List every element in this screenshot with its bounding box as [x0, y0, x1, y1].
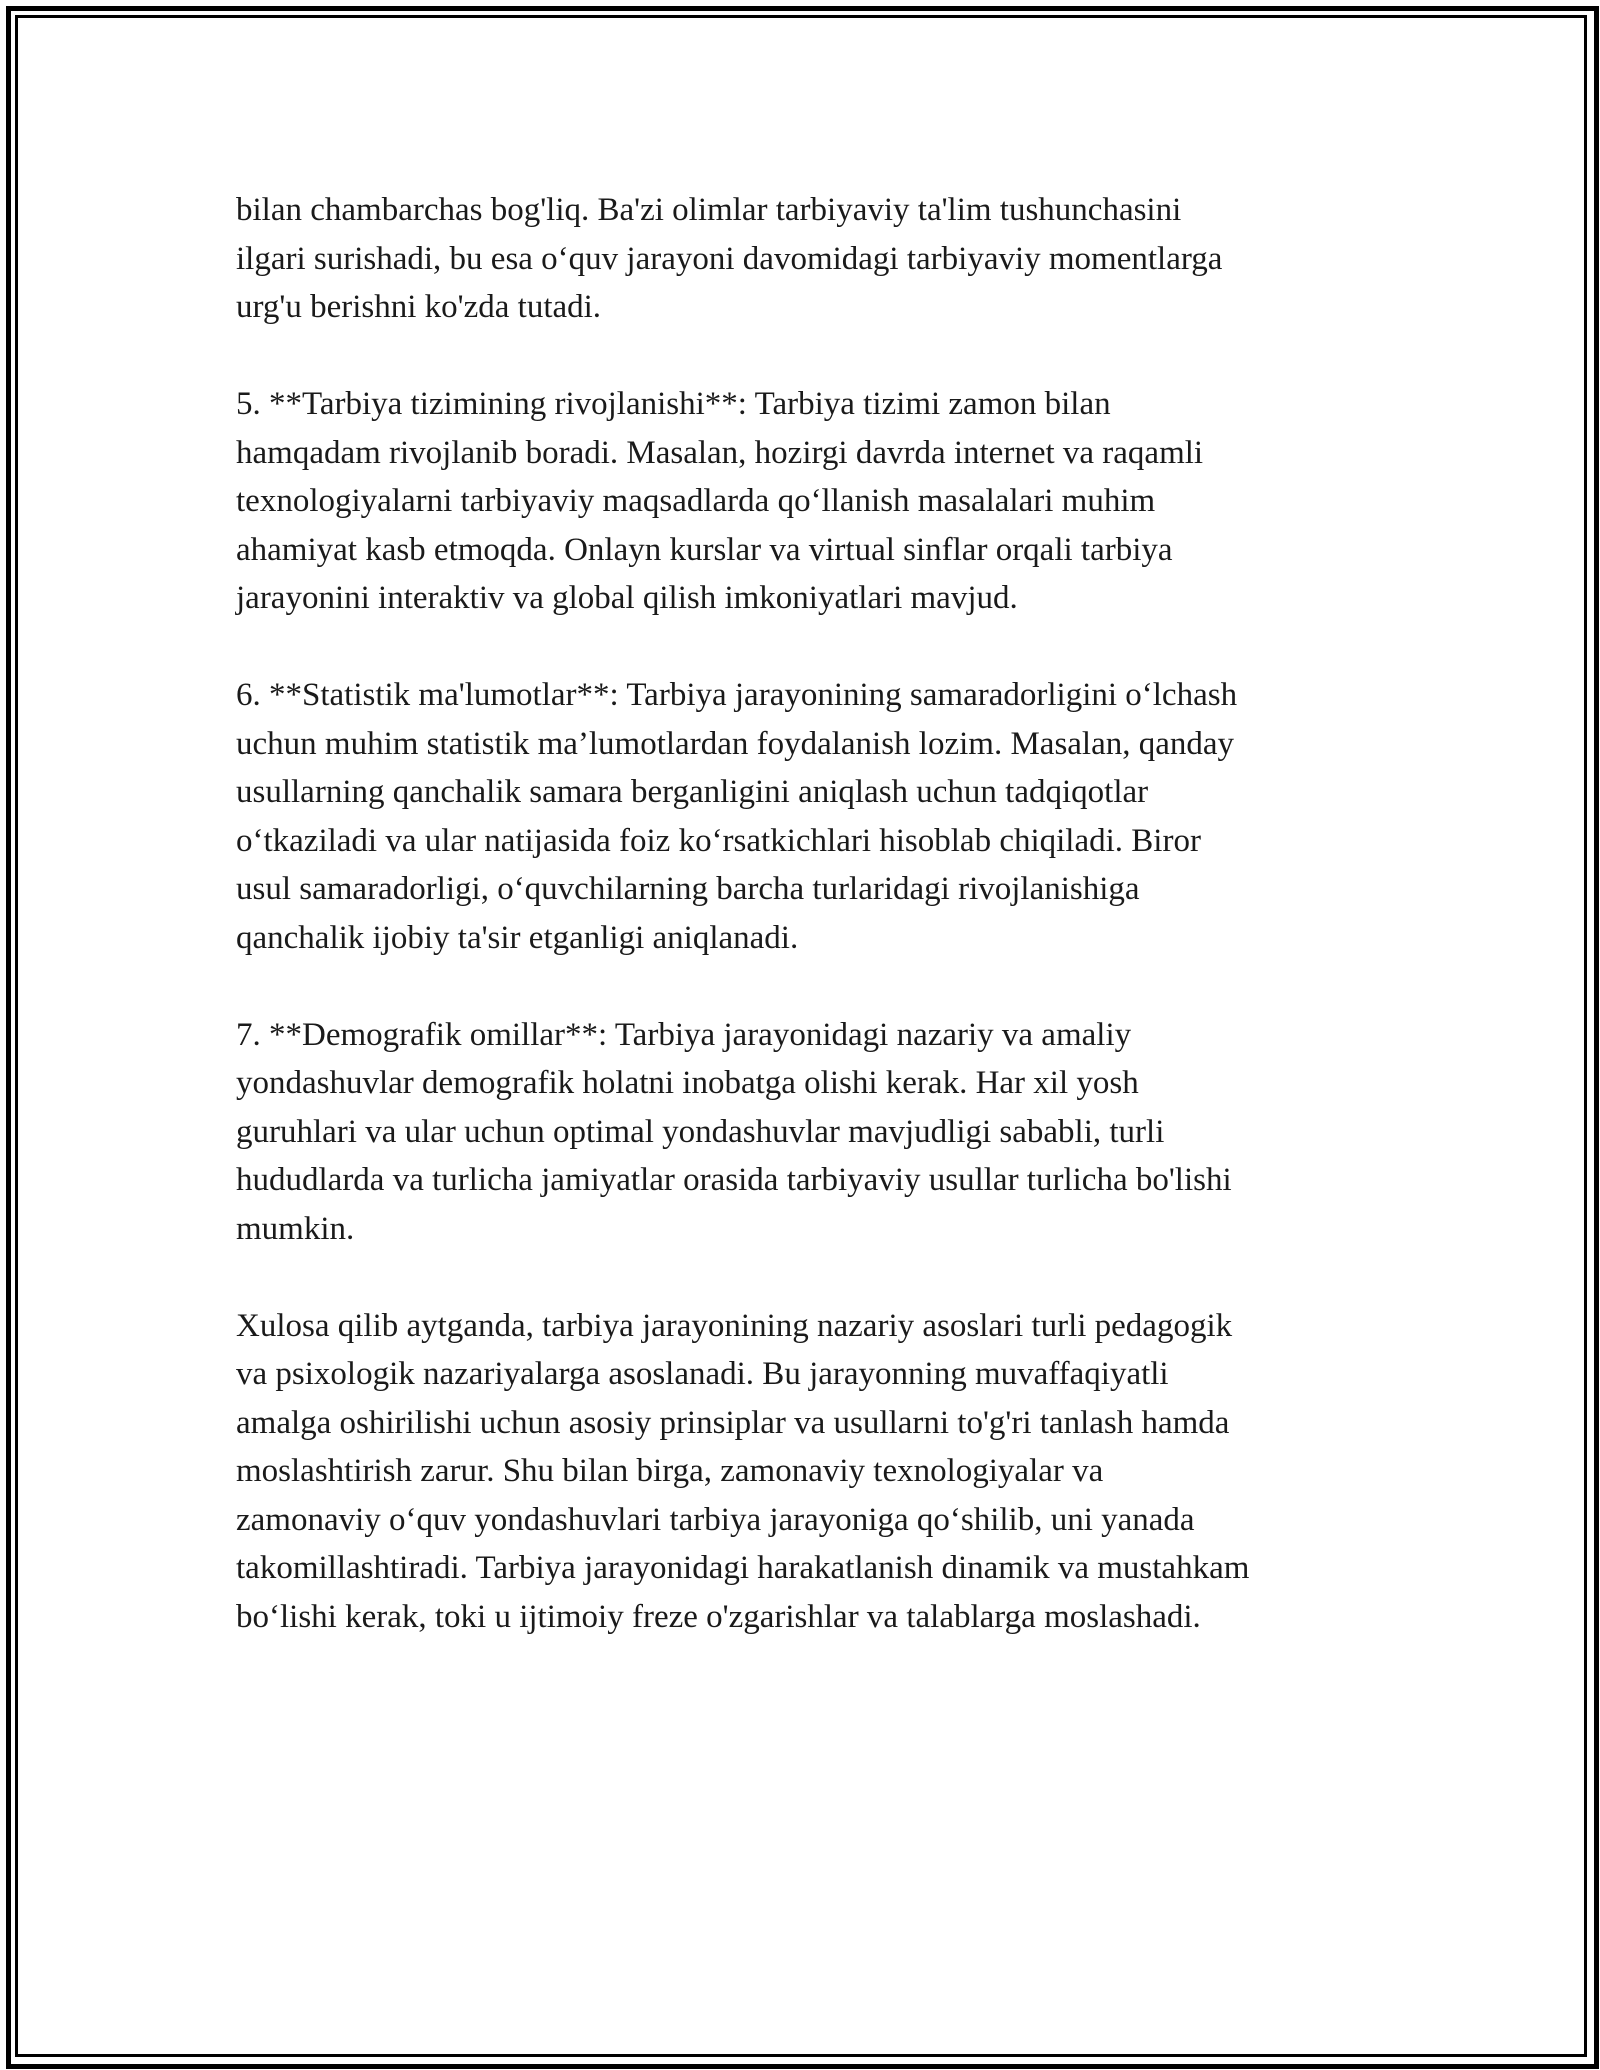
text-line: 7. **Demografik omillar**: Tarbiya jarayonidagi nazariy va amaliy: [236, 1016, 1132, 1053]
text-line: va psixologik nazariyalarga asoslanadi. Bu jarayonning muvaffaqiyatli: [236, 1356, 1169, 1392]
text-line: zamonaviy o‘quv yondashuvlari tarbiya jarayoniga qo‘shilib, uni yanada: [236, 1501, 1195, 1538]
text-line: o‘tkaziladi va ular natijasida foiz ko‘rsatkichlari hisoblab chiqiladi. Biror: [236, 822, 1201, 859]
text-line: ahamiyat kasb etmoqda. Onlayn kurslar va virtual sinflar orqali tarbiya: [236, 531, 1173, 568]
text-line: bilan chambarchas bog'liq. Ba'zi olimlar tarbiyaviy ta'lim tushunchasini: [236, 192, 1182, 228]
text-line: hududlarda va turlicha jamiyatlar orasida tarbiyaviy usullar turlicha bo'lishi: [236, 1162, 1232, 1198]
text-line: 5. **Tarbiya tizimining rivojlanishi**: Tarbiya tizimi zamon bilan: [236, 386, 1111, 422]
text-line: guruhlari va ular uchun optimal yondashuvlar mavjudligi sababli, turli: [236, 1113, 1165, 1150]
text-line: yondashuvlar demografik holatni inobatga olishi kerak. Har xil yosh: [236, 1065, 1139, 1101]
text-line: urg'u berishni ko'zda tutadi.: [236, 289, 602, 325]
text-line: mumkin.: [236, 1210, 355, 1247]
paragraph-continuation: [236, 186, 1376, 332]
text-line: usul samaradorligi, o‘quvchilarning barcha turlaridagi rivojlanishiga: [236, 871, 1140, 907]
paragraph-conclusion: [236, 1302, 1376, 1642]
text-line: qanchalik ijobiy ta'sir etganligi aniqlanadi.: [236, 919, 799, 956]
text-line: Xulosa qilib aytganda, tarbiya jarayonining nazariy asoslari turli pedagogik: [236, 1307, 1233, 1344]
paragraph-item-7: [236, 1011, 1376, 1254]
text-line: amalga oshirilishi uchun asosiy prinsiplar va usullarni to'g'ri tanlash hamda: [236, 1404, 1230, 1441]
text-line: texnologiyalarni tarbiyaviy maqsadlarda qo‘llanish masalalari muhim: [236, 483, 1156, 519]
text-line: takomillashtiradi. Tarbiya jarayonidagi harakatlanish dinamik va mustahkam: [236, 1550, 1250, 1586]
text-line: moslashtirish zarur. Shu bilan birga, zamonaviy texnologiyalar va: [236, 1453, 1104, 1489]
text-line: jarayonini interaktiv va global qilish imkoniyatlari mavjud.: [236, 580, 1018, 616]
text-line: ilgari surishadi, bu esa o‘quv jarayoni davomidagi tarbiyaviy momentlarga: [236, 240, 1223, 277]
text-line: usullarning qanchalik samara berganligini aniqlash uchun tadqiqotlar: [236, 774, 1149, 810]
text-line: uchun muhim statistik ma’lumotlardan foydalanish lozim. Masalan, qanday: [236, 725, 1235, 762]
paragraph-item-5: [236, 380, 1376, 623]
paragraph-item-6: [236, 671, 1376, 962]
text-line: hamqadam rivojlanib boradi. Masalan, hozirgi davrda internet va raqamli: [236, 434, 1204, 471]
document-body: [236, 186, 1376, 1690]
text-line: 6. **Statistik ma'lumotlar**: Tarbiya jarayonining samaradorligini o‘lchash: [236, 677, 1238, 713]
text-line: bo‘lishi kerak, toki u ijtimoiy freze o'zgarishlar va talablarga moslashadi.: [236, 1598, 1201, 1635]
